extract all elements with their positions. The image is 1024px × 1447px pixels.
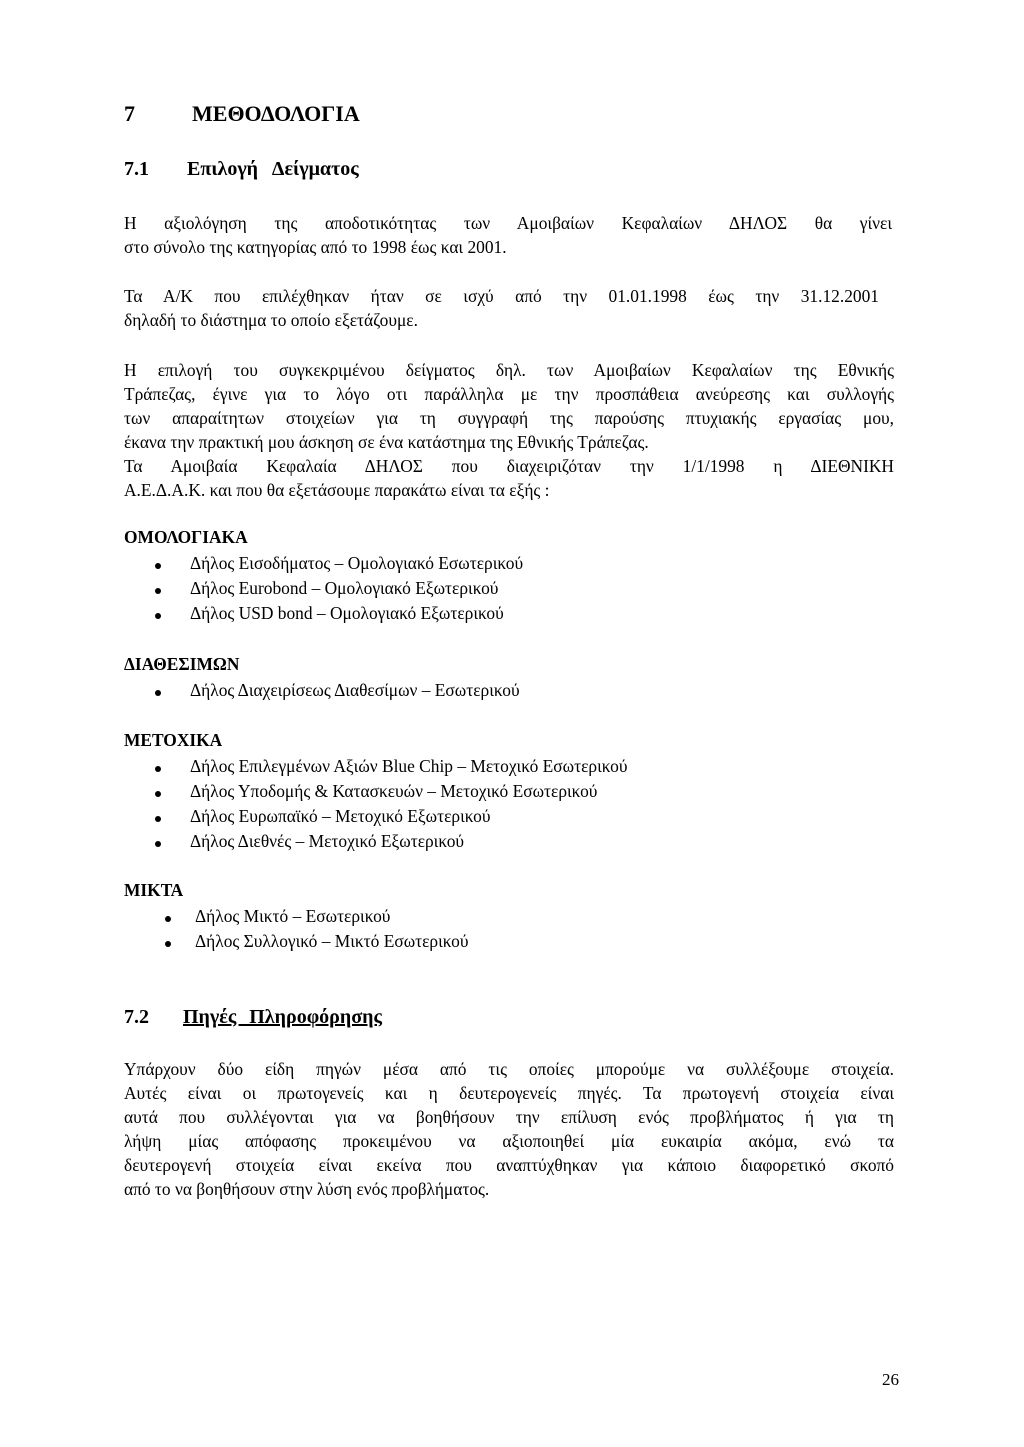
- list-item: Δήλος Συλλογικό – Μικτό Εσωτερικού: [195, 931, 469, 951]
- paragraph-line: στο σύνολο της κατηγορίας από το 1998 έως και 2001.: [124, 237, 507, 257]
- section-number: 7.2: [124, 1006, 149, 1028]
- bullet-icon: [155, 766, 161, 772]
- section-title: Πηγές Πληροφόρησης: [183, 1006, 382, 1028]
- paragraph-line: Τα Α/Κ που επιλέχθηκαν ήταν σε ισχύ από την 01.01.1998 έως την 31.12.2001: [124, 286, 879, 306]
- list-item: Δήλος Eurobond – Ομολογιακό Εξωτερικού: [190, 578, 499, 598]
- bullet-icon: [165, 916, 171, 922]
- list-item: Δήλος Εισοδήματος – Ομολογιακό Εσωτερικού: [190, 553, 524, 573]
- paragraph-line: των απαραίτητων στοιχείων για τη συγγραφή της παρούσης πτυχιακής εργασίας μου,: [124, 408, 894, 428]
- bullet-icon: [155, 816, 161, 822]
- list-item: Δήλος Επιλεγμένων Αξιών Blue Chip – Μετοχικό Εσωτερικού: [190, 756, 628, 776]
- list-item: Δήλος Μικτό – Εσωτερικού: [195, 906, 391, 926]
- list-item: Δήλος USD bond – Ομολογιακό Εξωτερικού: [190, 603, 504, 623]
- bullet-icon: [155, 791, 161, 797]
- paragraph-line: δηλαδή το διάστημα το οποίο εξετάζουμε.: [124, 310, 418, 330]
- paragraph-line: δευτερογενή στοιχεία είναι εκείνα που αναπτύχθηκαν για κάποιο διαφορετικό σκοπό: [124, 1155, 894, 1175]
- paragraph-line: Τράπεζας, έγινε για το λόγο οτι παράλληλα με την προσπάθεια ανεύρεσης και συλλογής: [124, 384, 894, 404]
- paragraph-line: έκανα την πρακτική μου άσκηση σε ένα κατάστημα της Εθνικής Τράπεζας.: [124, 432, 649, 452]
- list-item: Δήλος Διεθνές – Μετοχικό Εξωτερικού: [190, 831, 465, 851]
- bullet-icon: [155, 841, 161, 847]
- category-heading: ΜΕΤΟΧΙΚΑ: [124, 730, 223, 750]
- bullet-icon: [155, 588, 161, 594]
- section-number: 7.1: [124, 158, 149, 180]
- paragraph-line: αυτά που συλλέγονται για να βοηθήσουν την επίλυση ενός προβλήματος ή για τη: [124, 1107, 894, 1127]
- paragraph-line: Υπάρχουν δύο είδη πηγών μέσα από τις οποίες μπορούμε να συλλέξουμε στοιχεία.: [124, 1059, 894, 1079]
- page-number: 26: [882, 1370, 899, 1389]
- paragraph-line: Η αξιολόγηση της αποδοτικότητας των Αμοιβαίων Κεφαλαίων ΔΗΛΟΣ θα γίνει: [124, 213, 892, 233]
- category-heading: ΜΙΚΤΑ: [124, 880, 184, 900]
- paragraph-line: Αυτές είναι οι πρωτογενείς και η δευτερογενείς πηγές. Τα πρωτογενή στοιχεία είναι: [124, 1083, 894, 1103]
- paragraph-line: Τα Αμοιβαία Κεφαλαία ΔΗΛΟΣ που διαχειριζόταν την 1/1/1998 η ΔΙΕΘΝΙΚΗ: [124, 456, 894, 476]
- bullet-icon: [155, 563, 161, 569]
- category-heading: ΔΙΑΘΕΣΙΜΩΝ: [124, 654, 240, 674]
- bullet-icon: [165, 941, 171, 947]
- paragraph-line: Α.Ε.Δ.Α.Κ. και που θα εξετάσουμε παρακάτω είναι τα εξής :: [124, 480, 550, 500]
- section-title: Επιλογή Δείγματος: [187, 158, 359, 180]
- paragraph-line: Η επιλογή του συγκεκριμένου δείγματος δηλ. των Αμοιβαίων Κεφαλαίων της Εθνικής: [124, 360, 894, 380]
- list-item: Δήλος Διαχειρίσεως Διαθεσίμων – Εσωτερικού: [190, 680, 520, 700]
- list-item: Δήλος Ευρωπαϊκό – Μετοχικό Εξωτερικού: [190, 806, 491, 826]
- chapter-number: 7: [124, 101, 135, 126]
- bullet-icon: [155, 613, 161, 619]
- chapter-title: ΜΕΘΟΔΟΛΟΓΙΑ: [192, 101, 360, 126]
- list-item: Δήλος Υποδομής & Κατασκευών – Μετοχικό Εσωτερικού: [190, 781, 598, 801]
- paragraph-line: από το να βοηθήσουν στην λύση ενός προβλήματος.: [124, 1179, 490, 1199]
- paragraph-line: λήψη μίας απόφασης προκειμένου να αξιοποιηθεί μία ευκαιρία ακόμα, ενώ τα: [124, 1131, 894, 1151]
- bullet-icon: [155, 690, 161, 696]
- category-heading: ΟΜΟΛΟΓΙΑΚΑ: [124, 527, 248, 547]
